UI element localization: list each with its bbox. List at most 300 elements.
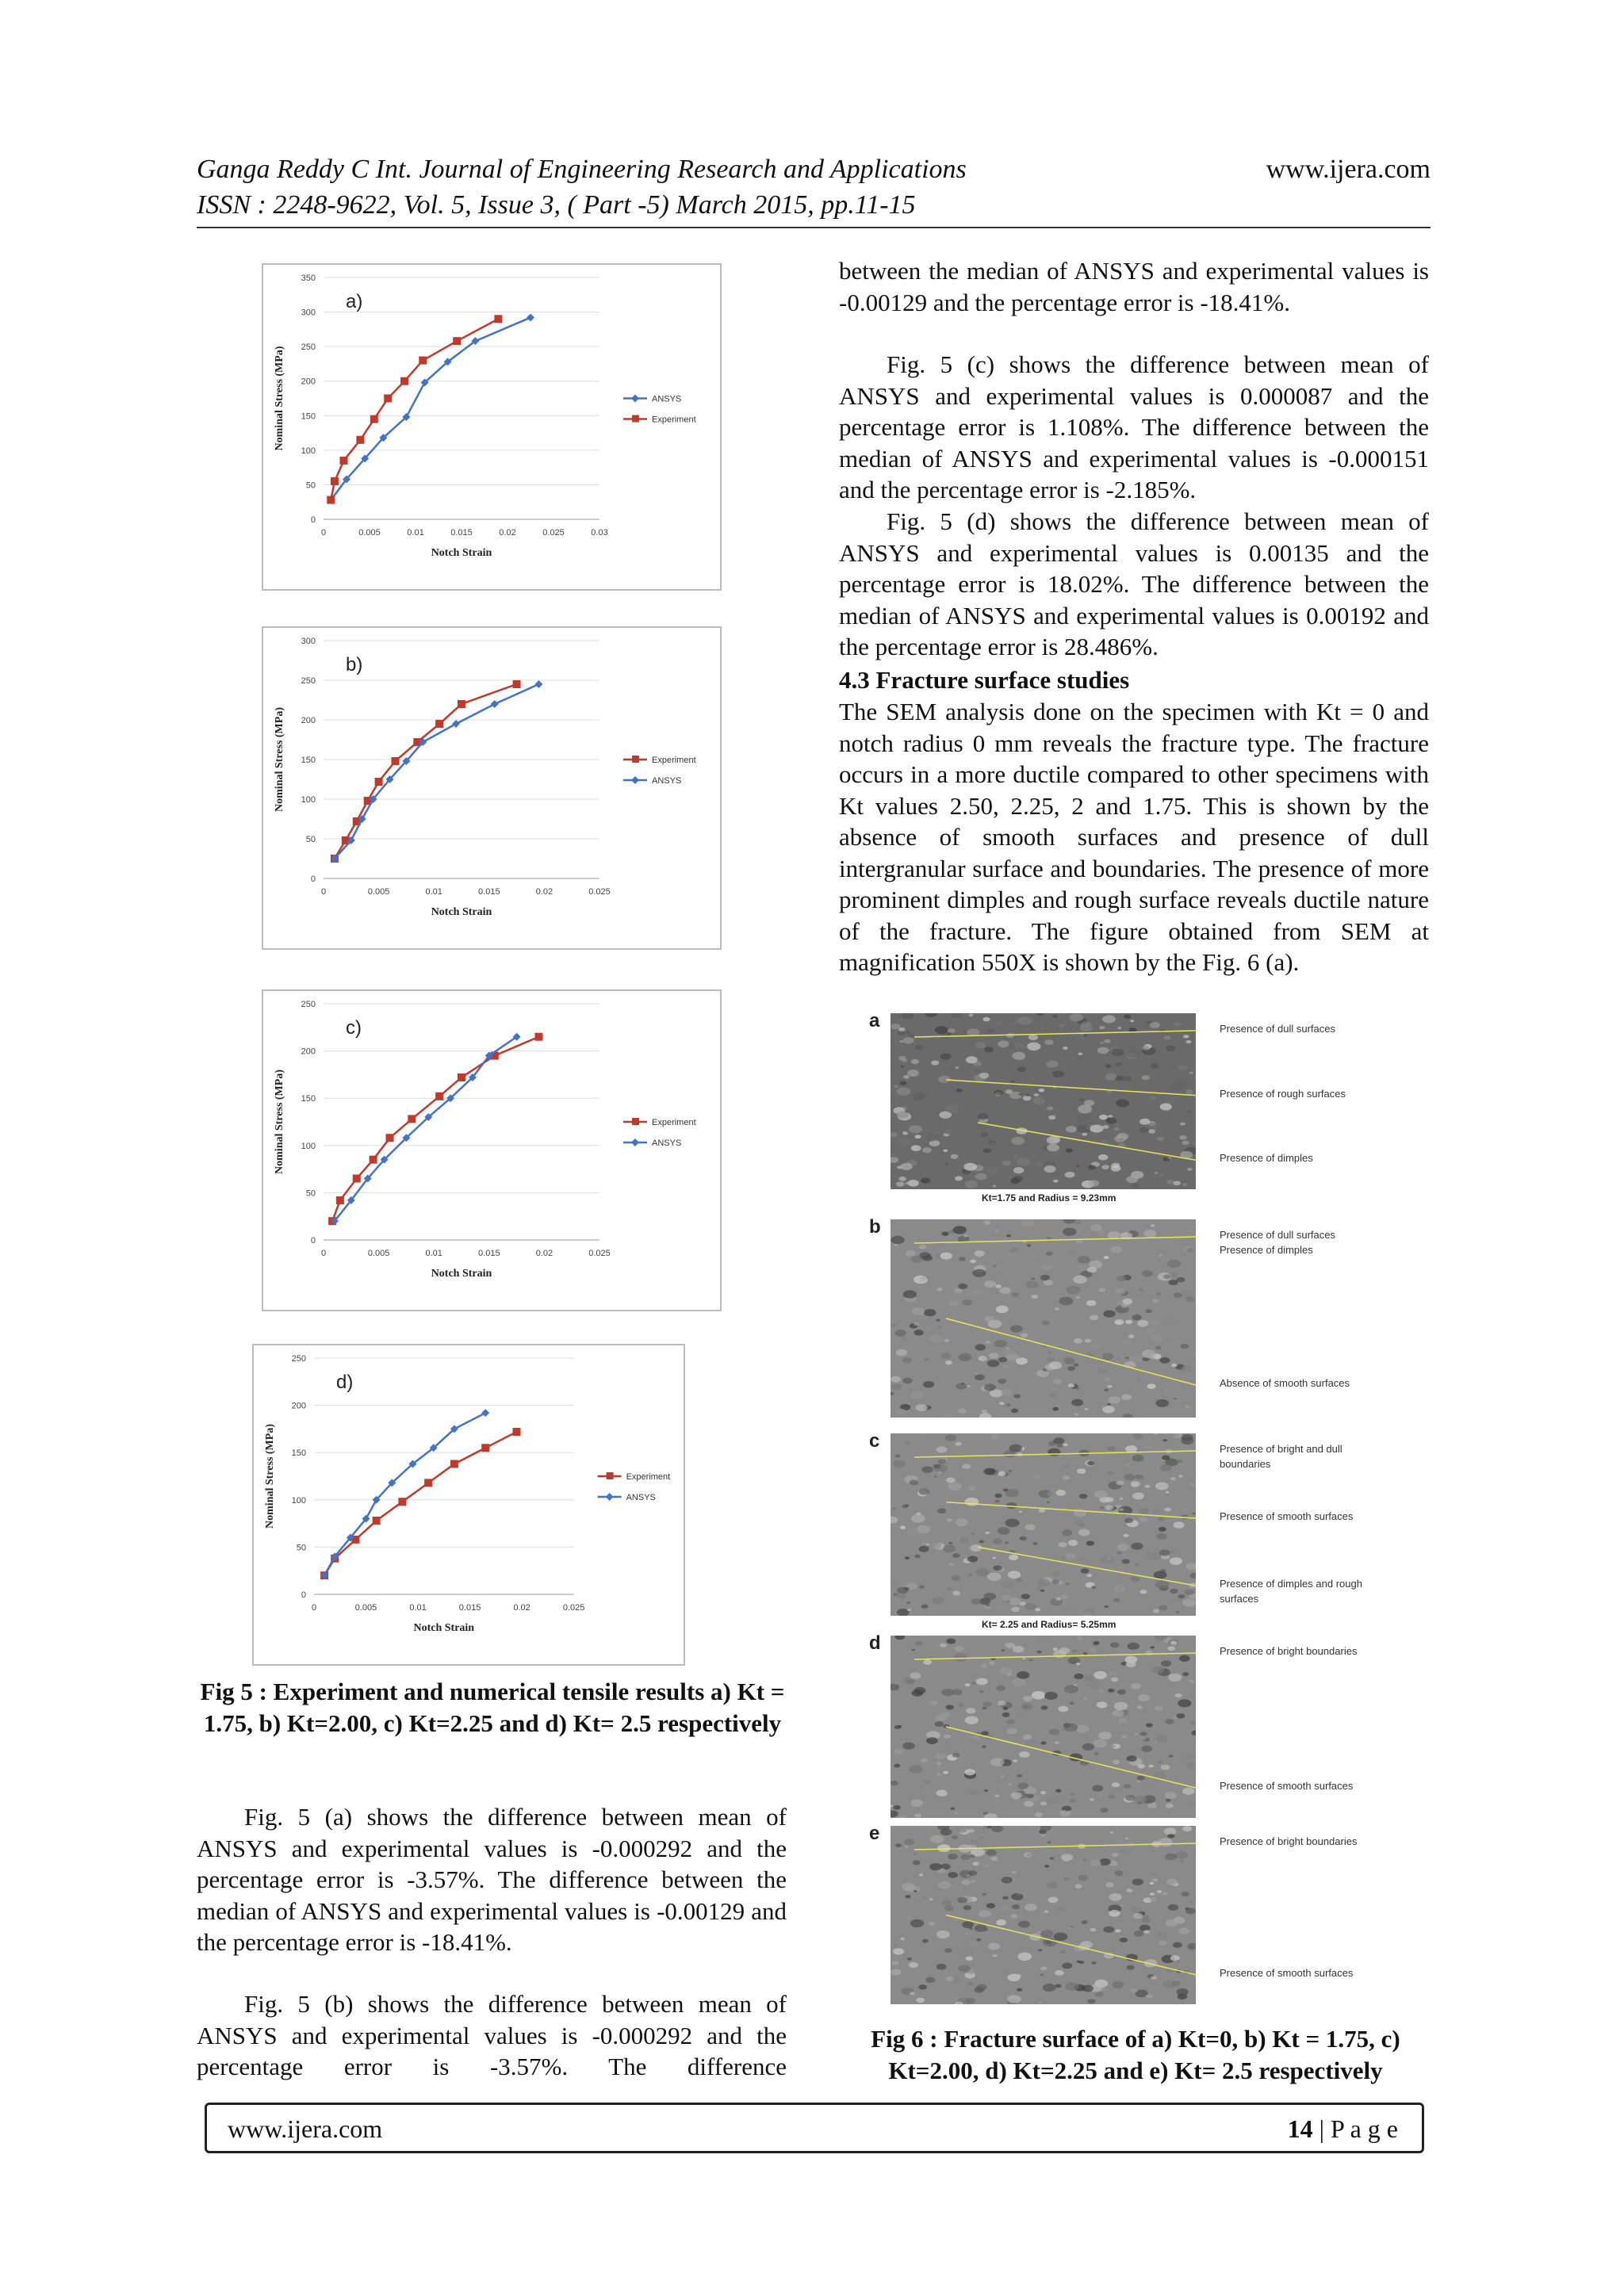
sem-texture [1117,1027,1121,1029]
sem-texture [958,1827,967,1832]
sem-texture [1094,1739,1107,1747]
x-tick-label: 0.015 [478,1249,500,1258]
sem-texture [1159,1605,1167,1611]
sem-texture [1182,1598,1196,1606]
sem-texture [921,1758,929,1763]
sem-texture [965,1683,971,1686]
sem-texture [914,1322,919,1326]
sem-texture [945,1163,948,1165]
y-axis-label: Nominal Stress (MPa) [274,707,285,812]
sem-texture [1005,1541,1009,1544]
sem-texture [1113,1760,1120,1764]
sem-texture [1151,1096,1156,1100]
sem-texture [935,1721,944,1727]
x-tick-label: 0.025 [562,1603,585,1613]
sem-texture [1120,1938,1128,1942]
sem-texture [910,1672,921,1678]
x-tick-label: 0.01 [409,1603,427,1613]
sem-texture [929,1863,942,1870]
sem-texture [1154,1705,1163,1711]
sem-texture [944,1129,953,1135]
right-paragraph-1-text: Fig. 5 (c) shows the difference between mean of ANSYS and experimental values is 0.000087 and the percentage error is 1.108%. The difference between the median of ANSYS and experimental values is -0.000151 and the percentage error is -2.185%. [839,350,1429,503]
sem-texture [1152,1299,1159,1303]
sem-texture [1037,1363,1041,1365]
sem-texture [1163,1317,1178,1326]
sem-texture [1113,1127,1119,1131]
sem-texture [1021,1703,1032,1710]
sem-texture [1032,1255,1040,1261]
sem-texture [1163,1274,1171,1279]
sem-texture [952,1753,960,1758]
legend-marker [607,1472,614,1479]
sem-texture [1117,1689,1126,1695]
sem-texture [945,1705,953,1709]
sem-texture [919,1585,925,1588]
sem-texture [1085,1339,1091,1343]
sem-texture [1182,1826,1192,1831]
sem-texture [1146,1445,1151,1448]
sem-texture [1156,1735,1168,1743]
sem-texture [1010,1914,1017,1918]
sem-texture [1047,1144,1059,1152]
sem-texture [1177,1460,1182,1463]
sem-texture [1106,1118,1117,1124]
sem-texture [962,1921,974,1928]
sem-texture [1090,1928,1096,1932]
sem-texture [909,1125,922,1133]
sem-texture [916,1998,925,2003]
sem-texture [1159,1941,1166,1946]
sem-texture [1071,1399,1083,1406]
sem-texture [1138,1694,1150,1701]
sem-texture [1174,1398,1177,1400]
sem-panel-letter: d [869,1632,881,1654]
legend-entry: ANSYS [652,776,682,786]
journal-website[interactable]: www.ijera.com [1266,155,1431,184]
sem-texture [1102,1353,1114,1360]
sem-texture [1139,1735,1147,1740]
sem-texture [1004,1016,1017,1023]
x-tick-label: 0 [320,887,327,897]
sem-texture [983,1220,990,1224]
sem-texture [1005,1518,1020,1527]
sem-texture [1040,1791,1046,1794]
y-axis-label: Nominal Stress (MPa) [274,346,285,451]
sem-texture [963,1234,967,1237]
sem-texture [1053,1379,1062,1384]
sem-texture [1179,1135,1187,1140]
sem-texture [1090,1794,1094,1797]
panel-label: c) [346,1017,362,1039]
data-point-experiment [513,1428,521,1436]
sem-panel-caption: Kt= 2.25 and Radius= 5.25mm [982,1619,1116,1630]
sem-texture [1081,1022,1092,1028]
sem-texture [1124,1517,1133,1523]
sem-texture [948,1854,958,1860]
x-tick-label: 0.02 [535,887,553,897]
sem-texture [914,1687,926,1694]
sem-texture [1032,1691,1046,1700]
sem-texture [993,1557,996,1559]
legend-entry: Experiment [626,1472,671,1482]
sem-texture [1083,1652,1087,1655]
y-tick-label: 200 [301,716,316,725]
sem-texture [914,1813,921,1817]
y-tick-label: 300 [301,637,316,646]
sem-texture [1049,1361,1062,1369]
sem-texture [898,1177,906,1181]
sem-texture [910,1919,924,1927]
sem-texture [909,1962,918,1968]
sem-texture [922,1147,932,1153]
legend-entry: ANSYS [626,1493,656,1502]
sem-texture [1137,1705,1143,1709]
sem-texture [1047,1841,1051,1843]
sem-texture [1139,1508,1149,1513]
sem-texture [1170,1589,1178,1594]
sem-texture [1166,1260,1181,1269]
sem-texture [1159,1254,1162,1257]
sem-texture [1114,1319,1124,1325]
sem-texture [1047,1882,1059,1889]
sem-texture [1023,1696,1032,1701]
sem-texture [1055,1789,1061,1792]
header-rule [197,227,1431,228]
sem-texture [1044,1280,1053,1285]
sem-texture [1156,1043,1162,1047]
sem-texture [998,1527,1010,1535]
y-tick-label: 50 [305,1188,316,1199]
sem-texture [1110,1165,1113,1168]
sem-texture [1183,1035,1189,1038]
sem-texture [1025,1904,1037,1911]
sem-texture [1107,1446,1116,1452]
sem-texture [1114,1702,1128,1711]
footer-website[interactable]: www.ijera.com [228,2114,383,2143]
sem-texture [1088,1180,1099,1187]
sem-texture [919,1138,925,1142]
sem-texture [972,1735,980,1739]
sem-texture [1169,1280,1178,1285]
sem-texture [1039,2001,1042,2003]
sem-texture [1156,1932,1168,1939]
sem-texture [929,1701,937,1706]
sem-micrograph [891,1826,1196,2004]
sem-texture [1163,1035,1170,1040]
sem-texture [1063,1877,1069,1881]
sem-texture [905,1182,910,1184]
sem-texture [948,1872,958,1878]
sem-texture [1095,1345,1102,1349]
x-tick-label: 0.02 [499,528,516,538]
sem-texture [1159,1357,1170,1364]
sem-texture [1170,1477,1176,1480]
sem-texture [923,1659,932,1665]
sem-texture [940,1353,951,1359]
sem-texture [1170,1083,1183,1091]
sem-texture [1132,1879,1143,1886]
sem-texture [1074,1884,1082,1888]
sem-texture [914,1890,917,1892]
sem-texture [1165,1389,1168,1391]
sem-texture [1134,1414,1137,1416]
sem-texture [1185,1296,1195,1302]
sem-texture [1003,1707,1008,1710]
sem-texture [998,1701,1006,1705]
sem-texture [910,1992,915,1995]
sem-texture [984,1789,988,1792]
chart-frame [262,627,721,949]
sem-texture [987,1229,991,1231]
sem-texture [1063,1552,1076,1560]
y-tick-label: 150 [301,411,316,422]
sem-texture [955,1442,962,1446]
sem-texture [1150,1882,1155,1885]
sem-texture [1116,1357,1120,1359]
sem-texture [1078,1529,1090,1536]
sem-texture [1178,1927,1189,1934]
sem-texture [1146,1309,1152,1313]
sem-texture [933,1464,941,1469]
sem-texture [1125,1661,1136,1667]
sem-texture [958,1408,967,1414]
sem-texture [984,1047,994,1052]
sem-texture [1018,1953,1032,1961]
sem-texture [980,1132,988,1137]
sem-texture [989,1661,995,1665]
sem-texture [912,1307,925,1315]
sem-texture [1032,1474,1041,1479]
sem-texture [979,1690,984,1693]
sem-texture [911,1059,919,1064]
sem-annotation-label: Presence of smooth surfaces [1220,1966,1354,1979]
sem-texture [895,1330,906,1337]
sem-texture [1098,1154,1108,1160]
sem-texture [1002,1161,1011,1166]
sem-texture [1057,1444,1063,1448]
sem-texture [1050,1857,1054,1859]
sem-texture [975,1924,987,1931]
sem-texture [1023,1096,1032,1100]
sem-texture [1059,1810,1071,1816]
sem-texture [954,1812,958,1814]
sem-texture [1119,1787,1124,1790]
sem-texture [1170,1557,1182,1565]
sem-texture [1153,1878,1159,1881]
chart-frame [262,264,721,590]
sem-texture [1087,1681,1101,1689]
sem-texture [943,1771,948,1774]
sem-texture [1010,1080,1016,1083]
sem-texture [1084,1100,1094,1106]
x-tick-label: 0.01 [425,887,442,897]
sem-texture [972,1269,986,1277]
sem-micrograph [891,1219,1196,1418]
sem-texture [992,1184,996,1187]
sem-texture [949,1047,952,1048]
sem-texture [992,1265,997,1267]
sem-texture [1034,1093,1039,1096]
sem-texture [900,1163,913,1170]
sem-texture [948,1542,952,1544]
sem-texture [997,1904,1009,1912]
sem-texture [1012,1879,1016,1881]
sem-texture [956,1089,963,1093]
sem-texture [1105,1378,1111,1381]
sem-texture [938,1076,951,1083]
sem-texture [941,1712,950,1717]
left-paragraph-2-text: Fig. 5 (b) shows the difference between mean of ANSYS and experimental values is -0.000292 and the percentage error is -3.57%. The difference [197,1990,787,2080]
x-tick-label: 0.025 [588,887,611,897]
sem-texture [922,1896,926,1899]
sem-texture [1019,1536,1026,1541]
sem-texture [910,1799,923,1807]
y-tick-label: 0 [310,1236,316,1246]
sem-texture [1041,1705,1048,1709]
sem-texture [1068,1250,1076,1255]
sem-texture [1001,1580,1014,1588]
sem-texture [1140,1590,1147,1594]
y-tick-label: 50 [296,1543,306,1553]
sem-texture [1130,1988,1138,1993]
sem-texture [1165,1792,1177,1799]
sem-texture [891,1781,898,1785]
sem-texture [1185,1089,1193,1094]
sem-texture [1167,1834,1174,1839]
data-point-experiment [458,700,465,708]
sem-texture [975,1987,985,1993]
sem-texture [924,1358,929,1361]
sem-texture [1113,1598,1120,1602]
sem-texture [916,1512,921,1515]
sem-texture [902,1883,914,1891]
sem-texture [1026,1094,1030,1096]
sem-texture [1074,1338,1082,1344]
sem-texture [970,1854,975,1858]
sem-texture [972,1682,977,1684]
sem-texture [1151,1224,1155,1226]
sem-texture [891,1969,901,1976]
sem-texture [975,1568,989,1576]
sem-texture [1098,1288,1105,1292]
sem-texture [968,1870,977,1876]
panel-label: b) [346,654,363,675]
sem-texture [1189,1900,1193,1902]
data-point-experiment [375,778,383,786]
sem-texture [960,1854,970,1860]
legend-entry: Experiment [652,1118,696,1127]
sem-texture [1141,1746,1152,1752]
sem-texture [1110,1642,1120,1647]
sem-texture [1077,1468,1086,1474]
issn-line [197,188,1431,223]
sem-texture [907,1528,920,1536]
sem-texture [1061,1854,1073,1861]
sem-texture [896,1349,907,1357]
sem-texture [1097,1368,1107,1375]
legend-marker [632,415,639,423]
sem-texture [936,1762,942,1765]
sem-texture [1100,1506,1105,1509]
sem-texture [1154,1571,1167,1578]
sem-texture [1016,1357,1028,1364]
sem-texture [999,1969,1008,1975]
sem-texture [941,1900,952,1906]
sem-texture [1003,1365,1009,1368]
sem-texture [1040,1930,1053,1938]
sem-texture [944,1905,954,1911]
sem-texture [1016,1578,1022,1582]
sem-texture [1160,1103,1172,1110]
sem-texture [1135,1796,1147,1803]
sem-texture [971,1066,976,1069]
y-tick-label: 150 [291,1448,306,1459]
sem-texture [905,1846,909,1848]
sem-texture [1143,1046,1151,1050]
sem-texture [1121,1304,1128,1308]
sem-texture [940,1053,951,1060]
sem-texture [1007,1673,1013,1676]
fig6-caption: Fig 6 : Fracture surface of a) Kt=0, b) Kt = 1.75, c) Kt=2.00, d) Kt=2.25 and e) Kt= 2.5 respectively [871,2025,1400,2084]
sem-texture [1082,1859,1086,1862]
sem-texture [1173,1521,1184,1529]
x-tick-label: 0.015 [450,528,473,538]
sem-texture [910,1479,918,1485]
sem-texture [1011,1607,1020,1612]
sem-texture [1076,1663,1080,1665]
sem-texture [1052,1173,1058,1176]
sem-texture [1124,1474,1136,1480]
sem-texture [1063,1228,1076,1236]
sem-texture [1018,1093,1021,1096]
sem-texture [1135,1331,1139,1334]
sem-texture [976,1938,981,1942]
sem-texture [1110,1831,1114,1834]
sem-texture [966,1330,979,1338]
sem-texture [1059,1024,1065,1027]
sem-texture [1185,1040,1191,1043]
sem-texture [1091,1961,1096,1965]
sem-texture [1126,1888,1133,1892]
sem-texture [1023,1830,1029,1834]
sem-texture [923,1381,934,1388]
sem-texture [894,1085,898,1088]
y-tick-label: 50 [305,835,316,844]
sem-texture [1116,1276,1126,1281]
panel-label: a) [346,291,363,312]
sem-texture [907,1070,919,1077]
sem-texture [1048,1351,1053,1354]
sem-texture [1013,1167,1025,1173]
sem-texture [1106,1557,1112,1560]
sem-texture [915,1404,927,1411]
sem-texture [1181,1344,1189,1349]
sem-texture [1073,1854,1083,1860]
sem-texture [1152,1509,1161,1514]
sem-texture [994,1292,998,1295]
sem-texture [909,1765,923,1774]
sem-texture [1041,1742,1047,1745]
sem-texture [963,1163,977,1171]
sem-texture [1038,1949,1043,1952]
sem-texture [946,1639,956,1644]
sem-texture [1037,1578,1051,1586]
sem-texture [929,1898,933,1900]
data-point-experiment [453,337,461,345]
sem-texture [898,1939,902,1942]
sem-texture [913,1853,917,1855]
sem-texture [1175,1693,1182,1697]
